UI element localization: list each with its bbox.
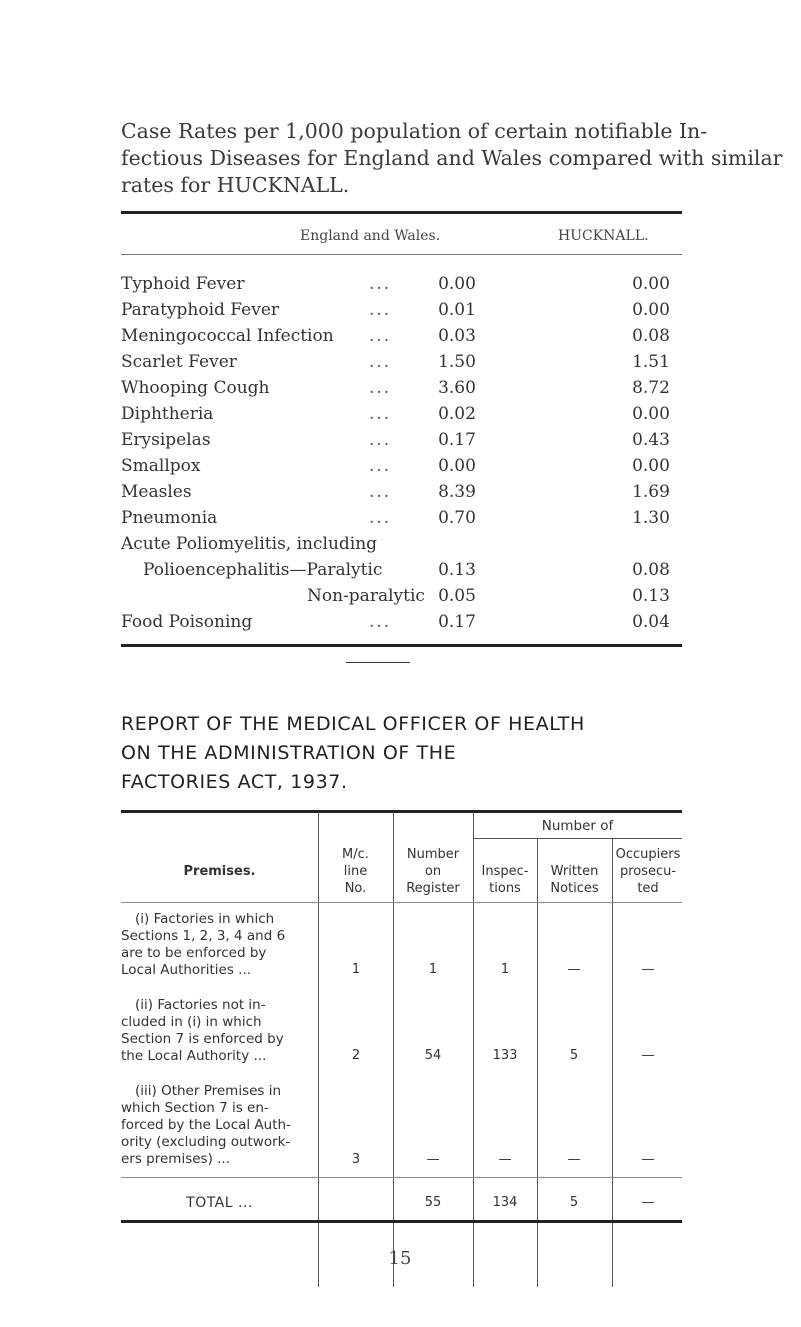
england-rate: 0.70 [438,508,476,528]
polio-heading: Acute Poliomyelitis, including [121,534,378,554]
england-rate: 0.01 [438,300,476,320]
inspections-value: 133 [492,1048,518,1063]
inspections-value: — [498,1152,512,1167]
leader-dots: ... [369,352,392,372]
disease-name: Erysipelas [121,430,211,450]
report-title [121,710,721,797]
table-row [121,378,682,402]
rates-title-line: fectious Diseases for England and Wales compared with similar [121,146,783,170]
total-top-rule [121,1177,682,1178]
leader-dots: ... [369,404,392,424]
label-line: which Section 7 is en- [121,1100,269,1116]
inspections-header [473,863,537,897]
label-line: ority (excluding outwork- [121,1134,291,1150]
hucknall-rate: 0.00 [632,404,670,424]
england-rate: 0.17 [438,430,476,450]
table-row [121,430,682,454]
written-notices-header [537,863,612,897]
hucknall-rate: 1.69 [632,482,670,502]
label-line: (ii) Factories not in- [135,997,266,1013]
disease-name: Whooping Cough [121,378,270,398]
number-of-rule [473,838,682,839]
leader-dots: ... [369,482,392,502]
premises-label [121,1083,321,1168]
col-header-hucknall: HUCKNALL. [558,228,649,244]
total-inspections: 134 [492,1195,518,1210]
label-line: ers premises) ... [121,1151,231,1167]
header-line: prosecu- [619,864,677,879]
table-bottom-rule [121,644,682,647]
mc-value: 2 [351,1048,361,1063]
table-row [121,352,682,376]
table-row [121,586,682,610]
factories-bottom-rule [121,1220,682,1223]
occupiers-value: — [641,1152,655,1167]
hucknall-rate: 0.08 [632,326,670,346]
england-rate: 0.00 [438,274,476,294]
header-line: Occupiers [615,847,681,862]
england-rate: 0.17 [438,612,476,632]
leader-dots: ... [369,612,392,632]
disease-name: Smallpox [121,456,201,476]
register-header [393,846,473,897]
table-row [121,482,682,506]
mc-line-header [318,846,393,897]
disease-name: Typhoid Fever [121,274,245,294]
register-value: — [426,1152,440,1167]
header-line: on [424,864,442,879]
header-line: Inspec- [481,864,529,879]
mc-value: 1 [351,962,361,977]
register-value: 54 [424,1048,442,1063]
disease-name: Meningococcal Infection [121,326,334,346]
report-title-line: ON THE ADMINISTRATION OF THE [121,742,457,764]
written-value: 5 [569,1048,579,1063]
hucknall-rate: 8.72 [632,378,670,398]
england-rate: 0.13 [438,560,476,580]
occupiers-value: — [641,1048,655,1063]
total-occupiers: — [641,1195,655,1210]
polio-paralytic-label: Polioencephalitis—Paralytic [143,560,383,580]
disease-name: Food Poisoning [121,612,253,632]
mc-value: 3 [351,1152,361,1167]
rates-title-line: Case Rates per 1,000 population of certain notifiable In- [121,119,708,143]
occupiers-value: — [641,962,655,977]
hucknall-rate: 0.00 [632,300,670,320]
disease-name: Diphtheria [121,404,214,424]
header-line: Register [406,881,460,896]
table-row [121,508,682,532]
hucknall-rate: 0.00 [632,456,670,476]
table-row [121,404,682,428]
england-rate: 0.05 [438,586,476,606]
label-line: the Local Authority ... [121,1048,267,1064]
england-rate: 8.39 [438,482,476,502]
page-number: 15 [388,1248,412,1269]
label-line: Section 7 is enforced by [121,1031,284,1047]
premises-header: Premises. [183,864,256,879]
label-line: cluded in (i) in which [121,1014,262,1030]
header-rule [121,254,682,255]
hucknall-rate: 0.00 [632,274,670,294]
disease-name: Scarlet Fever [121,352,237,372]
label-line: forced by the Local Auth- [121,1117,291,1133]
total-written: 5 [569,1195,579,1210]
written-value: — [567,1152,581,1167]
england-rate: 0.02 [438,404,476,424]
leader-dots: ... [369,378,392,398]
table-row [121,612,682,636]
header-line: No. [344,881,367,896]
rates-title [121,118,783,199]
header-line: M/c. [342,847,369,862]
number-of-header: Number of [541,818,614,834]
table-row [121,326,682,350]
label-line: Local Authorities ... [121,962,252,978]
england-rate: 0.00 [438,456,476,476]
england-rate: 3.60 [438,378,476,398]
hucknall-rate: 0.08 [632,560,670,580]
leader-dots: ... [369,274,392,294]
hucknall-rate: 1.51 [632,352,670,372]
leader-dots: ... [369,508,392,528]
hucknall-rate: 1.30 [632,508,670,528]
leader-dots: ... [369,456,392,476]
england-rate: 0.03 [438,326,476,346]
premises-label [121,997,321,1065]
header-line: line [343,864,368,879]
factories-top-rule [121,810,682,813]
label-line: are to be enforced by [121,945,267,961]
disease-name: Paratyphoid Fever [121,300,280,320]
polio-nonparalytic-label: Non-paralytic [307,586,425,606]
report-title-line: FACTORIES ACT, 1937. [121,771,348,793]
label-line: Sections 1, 2, 3, 4 and 6 [121,928,286,944]
hucknall-rate: 0.13 [632,586,670,606]
occupiers-header [612,846,684,897]
table-row [121,456,682,480]
hucknall-rate: 0.43 [632,430,670,450]
inspections-value: 1 [500,962,510,977]
header-bottom-rule [121,902,682,903]
table-row [121,274,682,298]
total-register: 55 [424,1195,442,1210]
report-title-line: REPORT OF THE MEDICAL OFFICER OF HEALTH [121,713,585,735]
col-header-england: England and Wales. [300,228,441,244]
table-top-rule [121,211,682,214]
disease-name: Pneumonia [121,508,218,528]
premises-label [121,911,321,979]
rates-title-line: rates for HUCKNALL. [121,173,350,197]
disease-name: Measles [121,482,192,502]
table-row [121,534,682,558]
header-line: Number [406,847,460,862]
header-line: Written [550,864,599,879]
table-row [121,560,682,584]
header-line: ted [637,881,659,896]
england-rate: 1.50 [438,352,476,372]
table-row [121,300,682,324]
section-divider [346,662,410,663]
leader-dots: ... [369,300,392,320]
leader-dots: ... [369,430,392,450]
leader-dots: ... [369,326,392,346]
header-line: Notices [550,881,599,896]
label-line: (i) Factories in which [135,911,275,927]
register-value: 1 [428,962,438,977]
label-line: (iii) Other Premises in [135,1083,282,1099]
header-line: tions [489,881,521,896]
hucknall-rate: 0.04 [632,612,670,632]
written-value: — [567,962,581,977]
total-label: TOTAL ... [186,1195,253,1211]
